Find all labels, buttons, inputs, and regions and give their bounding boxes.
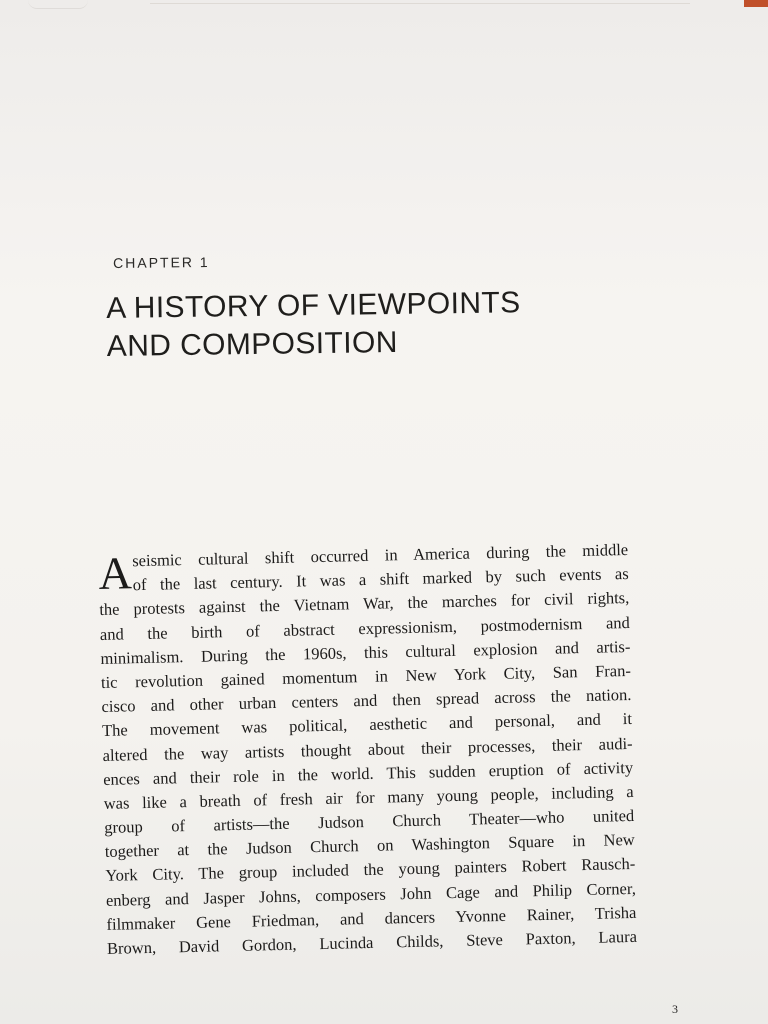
body-line: tic revolution gained momentum in New York City, San Fran- [100,660,632,692]
body-line: The movement was political, aesthetic and personal, and it [101,709,633,741]
page-top-edge [150,3,690,4]
chapter-title [106,284,521,366]
body-line: together at the Judson Church on Washington Square in New [104,830,635,862]
chapter-label: CHAPTER 1 [113,253,210,271]
body-line: seismic cultural shift occurred in America during the middle [132,539,629,571]
page-number: 3 [672,1002,678,1016]
drop-cap: A [97,547,133,599]
chapter-title-line-1: A HISTORY OF VIEWPOINTS [106,286,521,325]
body-line: of the last century. It was a shift marked by such events as [132,564,629,595]
body-line: group of artists—the Judson Church Theater—who united [104,805,635,837]
body-line: minimalism. During the 1960s, this cultural explosion and artis- [100,636,631,668]
body-line: filmmaker Gene Friedman, and dancers Yvonne Rainer, Trisha [106,902,637,934]
previous-page-edge [28,0,88,9]
chapter-title-line-2: AND COMPOSITION [106,325,399,363]
body-line: was like a breath of fresh air for many young people, including a [103,781,634,813]
body-line: Brown, David Gordon, Lucinda Childs, Steve Paxton, Laura [106,926,638,958]
body-line: and the birth of abstract expressionism, postmodernism and [99,612,630,644]
body-line: enberg and Jasper Johns, composers John Cage and Philip Corner, [105,878,637,910]
corner-tab-marker [744,0,768,7]
body-line: altered the way artists thought about their processes, their audi- [102,733,633,765]
body-line: ences and their role in the world. This sudden eruption of activity [102,757,634,789]
body-paragraph [98,538,647,961]
body-line: the protests against the Vietnam War, the marches for civil rights, [99,588,630,620]
body-line: cisco and other urban centers and then spread across the nation. [101,685,632,717]
body-line: York City. The group included the young painters Robert Rausch- [105,854,636,886]
